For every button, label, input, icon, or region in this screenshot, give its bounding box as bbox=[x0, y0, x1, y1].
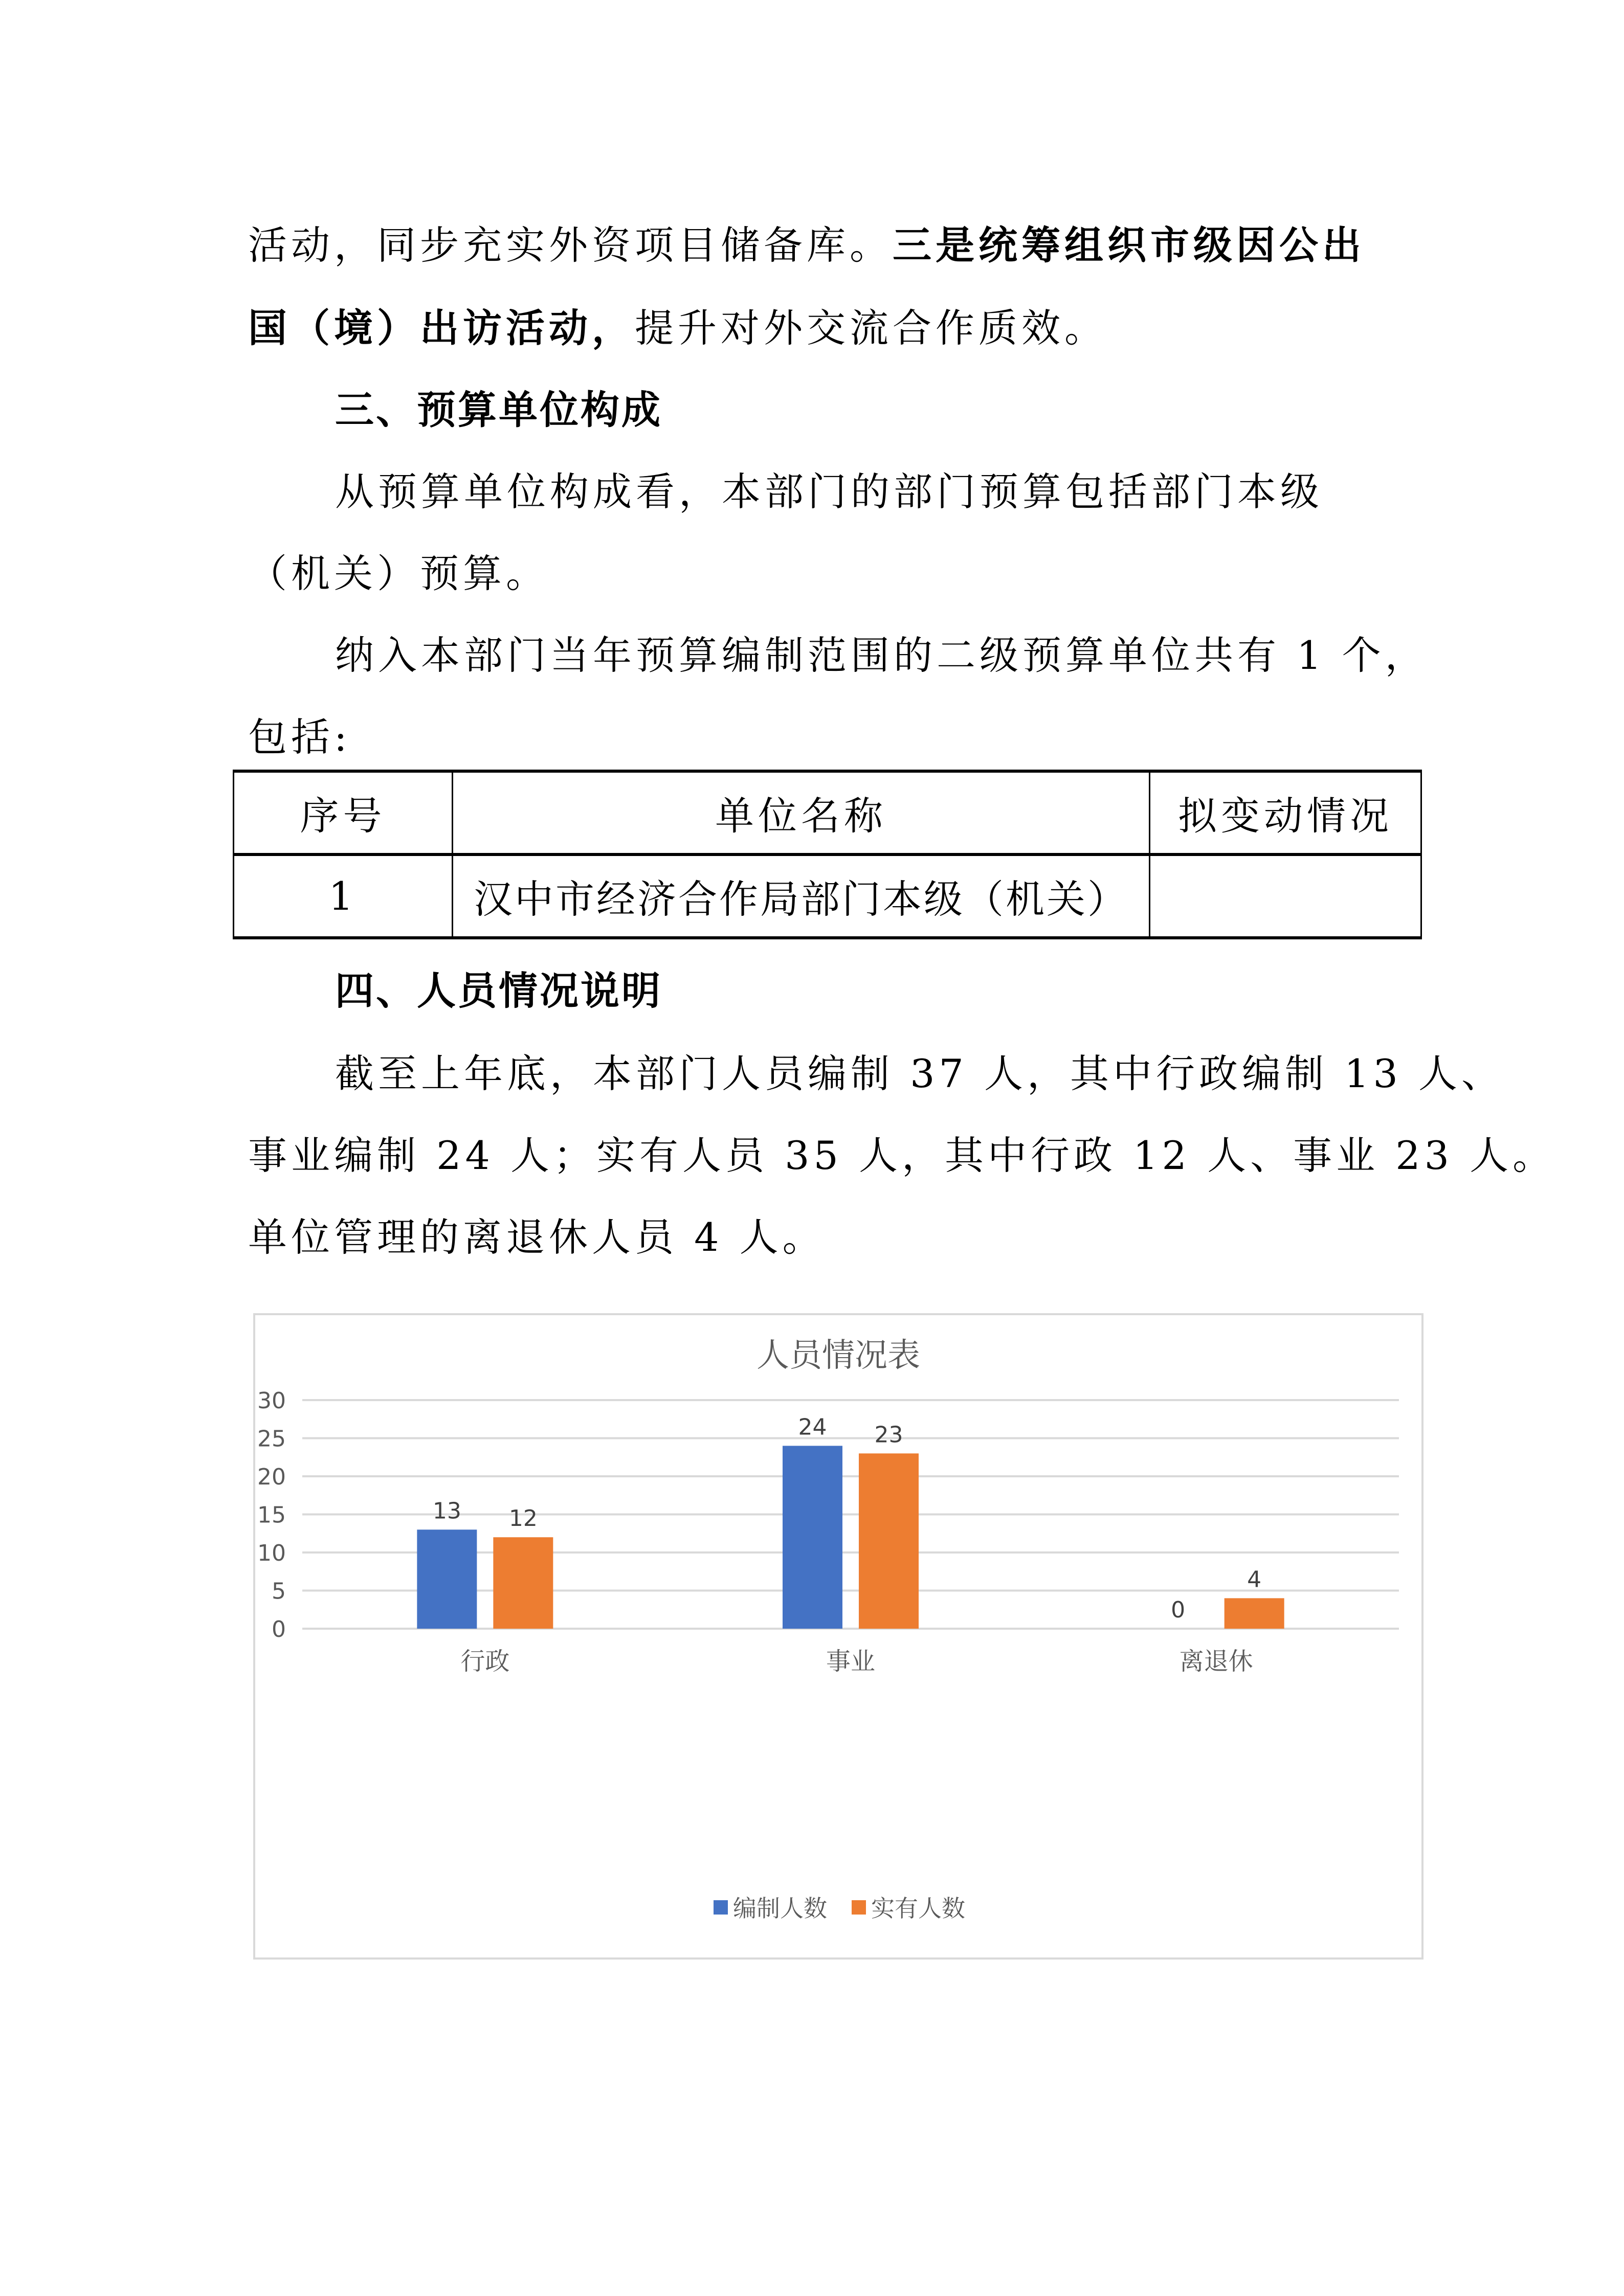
y-tick-label: 10 bbox=[257, 1540, 286, 1566]
chart-svg bbox=[255, 1315, 1421, 1957]
budget-units-table bbox=[233, 770, 1422, 939]
y-tick-label: 5 bbox=[272, 1578, 286, 1605]
data-label: 12 bbox=[508, 1505, 538, 1532]
x-axis-ticks bbox=[460, 1647, 1253, 1676]
data-label: 4 bbox=[1247, 1566, 1262, 1593]
data-label: 23 bbox=[874, 1422, 903, 1448]
y-tick-label: 20 bbox=[257, 1464, 286, 1490]
text-normal: 提升对外交流合作质效。 bbox=[635, 305, 1107, 351]
paragraph-line: 事业编制 24 人；实有人员 35 人，其中行政 12 人、事业 23 人。 bbox=[248, 1133, 1556, 1178]
header-cell-index: 序号 bbox=[234, 771, 453, 854]
paragraph-line bbox=[248, 220, 1365, 271]
header-cell-unit-name: 单位名称 bbox=[453, 771, 1150, 854]
text-bold: 国（境）出访活动， bbox=[248, 305, 635, 351]
cell-index: 1 bbox=[234, 854, 453, 938]
paragraph-line: 从预算单位构成看，本部门的部门预算包括部门本级 bbox=[335, 469, 1323, 514]
paragraph-line: （机关）预算。 bbox=[248, 551, 549, 596]
paragraph-line: 纳入本部门当年预算编制范围的二级预算单位共有 1 个， bbox=[335, 633, 1428, 678]
data-label: 0 bbox=[1171, 1597, 1186, 1623]
y-axis-ticks bbox=[257, 1388, 286, 1642]
table-row bbox=[234, 854, 1421, 938]
cell-unit-name: 汉中市经济合作局部门本级（机关） bbox=[453, 854, 1150, 938]
bars bbox=[417, 1446, 1284, 1629]
y-tick-label: 25 bbox=[257, 1426, 286, 1452]
section-heading: 四、人员情况说明 bbox=[335, 968, 662, 1014]
bar-实有人数 bbox=[493, 1537, 553, 1629]
y-tick-label: 15 bbox=[257, 1502, 286, 1528]
text-bold: 三是统筹组织市级因公出 bbox=[893, 222, 1365, 268]
staff-chart bbox=[253, 1313, 1423, 1960]
section-heading: 三、预算单位构成 bbox=[335, 387, 662, 433]
paragraph-line: 单位管理的离退休人员 4 人。 bbox=[248, 1214, 826, 1260]
paragraph-line bbox=[248, 303, 1107, 354]
data-label: 13 bbox=[432, 1498, 461, 1524]
legend-swatch bbox=[714, 1900, 728, 1915]
x-tick-label: 事业 bbox=[826, 1647, 876, 1676]
text-normal: 活动，同步充实外资项目储备库。 bbox=[248, 222, 893, 268]
cell-change bbox=[1150, 854, 1421, 938]
table-header-row bbox=[234, 771, 1421, 854]
bar-实有人数 bbox=[859, 1453, 919, 1629]
paragraph-line: 截至上年底，本部门人员编制 37 人，其中行政编制 13 人、 bbox=[335, 1051, 1505, 1096]
chart-title: 人员情况表 bbox=[757, 1337, 920, 1375]
legend bbox=[714, 1895, 965, 1922]
y-tick-label: 0 bbox=[272, 1616, 286, 1642]
header-cell-change: 拟变动情况 bbox=[1150, 771, 1421, 854]
y-tick-label: 30 bbox=[257, 1388, 286, 1414]
data-label: 24 bbox=[798, 1414, 827, 1440]
legend-label: 实有人数 bbox=[871, 1895, 965, 1922]
bar-实有人数 bbox=[1225, 1598, 1284, 1629]
paragraph-line: 包括: bbox=[248, 714, 351, 760]
bar-编制人数 bbox=[417, 1529, 477, 1629]
legend-label: 编制人数 bbox=[733, 1895, 827, 1922]
legend-swatch bbox=[852, 1900, 866, 1915]
x-tick-label: 行政 bbox=[460, 1647, 510, 1676]
bar-编制人数 bbox=[783, 1446, 842, 1629]
x-tick-label: 离退休 bbox=[1179, 1647, 1253, 1676]
data-labels bbox=[433, 1414, 1261, 1623]
